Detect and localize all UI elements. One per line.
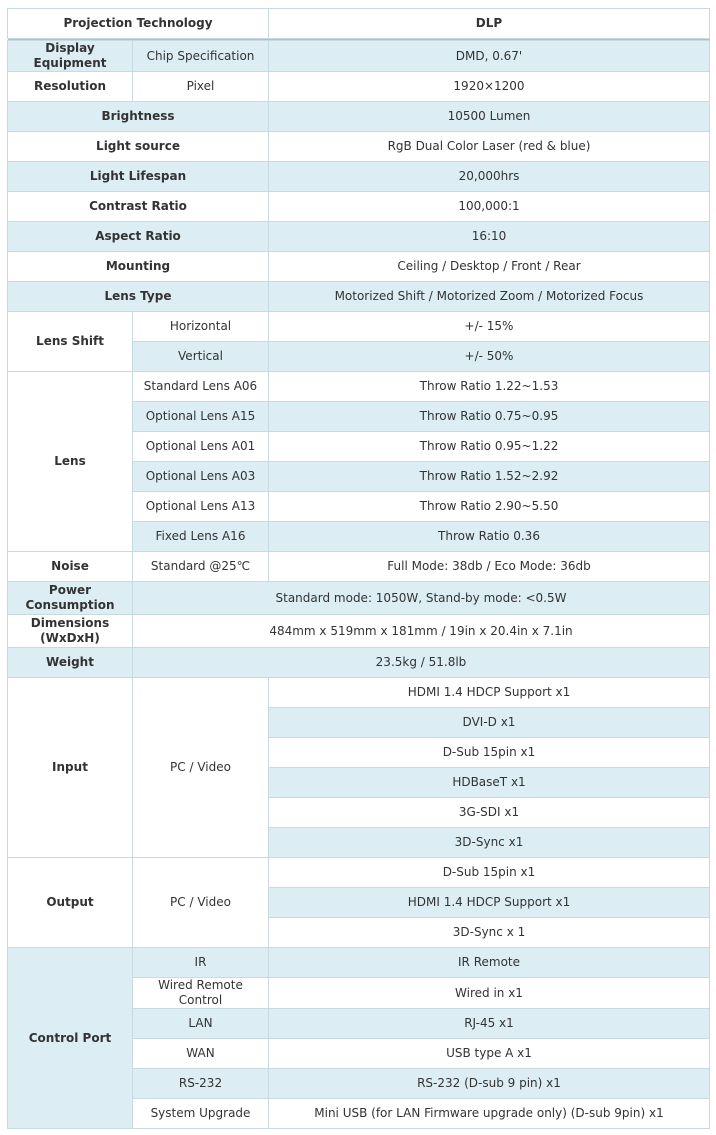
input-value: 3D-Sync x1 [269, 828, 710, 858]
mounting-value: Ceiling / Desktop / Front / Rear [269, 252, 710, 282]
noise-label: Noise [8, 552, 133, 582]
mounting-label: Mounting [8, 252, 269, 282]
aspect-ratio-row [8, 222, 710, 252]
lens-shift-value: +/- 15% [269, 312, 710, 342]
lens-value: Throw Ratio 1.22~1.53 [269, 372, 710, 402]
power-row [8, 582, 710, 615]
contrast-ratio-value: 100,000:1 [269, 192, 710, 222]
noise-row [8, 552, 710, 582]
lens-type-value: Motorized Shift / Motorized Zoom / Motorized Focus [269, 282, 710, 312]
display-equipment-row [8, 41, 710, 72]
display-equipment-label: Display Equipment [8, 41, 133, 72]
weight-row [8, 648, 710, 678]
input-value: HDMI 1.4 HDCP Support x1 [269, 678, 710, 708]
input-value: DVI-D x1 [269, 708, 710, 738]
output-value: HDMI 1.4 HDCP Support x1 [269, 888, 710, 918]
input-value: 3G-SDI x1 [269, 798, 710, 828]
lens-shift-sub: Vertical [133, 342, 269, 372]
lens-type-row [8, 282, 710, 312]
spec-table [7, 8, 710, 1129]
header-row [8, 9, 710, 39]
control-port-sub: RS-232 [133, 1069, 269, 1099]
dimensions-value: 484mm x 519mm x 181mm / 19in x 20.4in x 7.1in [133, 615, 710, 648]
control-port-value: Wired in x1 [269, 978, 710, 1009]
control-port-value: IR Remote [269, 948, 710, 978]
resolution-label: Resolution [8, 72, 133, 102]
input-value: D-Sub 15pin x1 [269, 738, 710, 768]
header-value: DLP [269, 9, 710, 39]
lens-sub: Optional Lens A03 [133, 462, 269, 492]
lens-value: Throw Ratio 0.95~1.22 [269, 432, 710, 462]
light-lifespan-label: Light Lifespan [8, 162, 269, 192]
input-value: HDBaseT x1 [269, 768, 710, 798]
output-sub: PC / Video [133, 858, 269, 948]
control-port-value: USB type A x1 [269, 1039, 710, 1069]
resolution-sub: Pixel [133, 72, 269, 102]
contrast-ratio-label: Contrast Ratio [8, 192, 269, 222]
control-port-sub: WAN [133, 1039, 269, 1069]
lens-shift-row [8, 312, 710, 342]
control-port-value: Mini USB (for LAN Firmware upgrade only) (D-sub 9pin) x1 [269, 1099, 710, 1129]
lens-value: Throw Ratio 0.75~0.95 [269, 402, 710, 432]
light-source-label: Light source [8, 132, 269, 162]
lens-sub: Fixed Lens A16 [133, 522, 269, 552]
control-port-value: RS-232 (D-sub 9 pin) x1 [269, 1069, 710, 1099]
power-value: Standard mode: 1050W, Stand-by mode: <0.5W [133, 582, 710, 615]
light-source-row [8, 132, 710, 162]
lens-value: Throw Ratio 0.36 [269, 522, 710, 552]
lens-sub: Standard Lens A06 [133, 372, 269, 402]
power-label: Power Consumption [8, 582, 133, 615]
lens-shift-label: Lens Shift [8, 312, 133, 372]
noise-value: Full Mode: 38db / Eco Mode: 36db [269, 552, 710, 582]
input-row [8, 678, 710, 708]
control-port-sub: System Upgrade [133, 1099, 269, 1129]
resolution-row [8, 72, 710, 102]
brightness-value: 10500 Lumen [269, 102, 710, 132]
control-port-value: RJ-45 x1 [269, 1009, 710, 1039]
lens-value: Throw Ratio 1.52~2.92 [269, 462, 710, 492]
aspect-ratio-value: 16:10 [269, 222, 710, 252]
lens-type-label: Lens Type [8, 282, 269, 312]
header-label: Projection Technology [8, 9, 269, 39]
weight-value: 23.5kg / 51.8lb [133, 648, 710, 678]
control-port-sub: Wired Remote Control [133, 978, 269, 1009]
dimensions-label: Dimensions (WxDxH) [8, 615, 133, 648]
light-source-value: RgB Dual Color Laser (red & blue) [269, 132, 710, 162]
lens-sub: Optional Lens A13 [133, 492, 269, 522]
output-value: D-Sub 15pin x1 [269, 858, 710, 888]
light-lifespan-value: 20,000hrs [269, 162, 710, 192]
lens-label: Lens [8, 372, 133, 552]
resolution-value: 1920×1200 [269, 72, 710, 102]
output-value: 3D-Sync x 1 [269, 918, 710, 948]
control-port-sub: LAN [133, 1009, 269, 1039]
lens-row [8, 372, 710, 402]
lens-shift-sub: Horizontal [133, 312, 269, 342]
input-sub: PC / Video [133, 678, 269, 858]
lens-value: Throw Ratio 2.90~5.50 [269, 492, 710, 522]
lens-shift-value: +/- 50% [269, 342, 710, 372]
output-label: Output [8, 858, 133, 948]
display-equipment-value: DMD, 0.67' [269, 41, 710, 72]
lens-sub: Optional Lens A01 [133, 432, 269, 462]
weight-label: Weight [8, 648, 133, 678]
brightness-label: Brightness [8, 102, 269, 132]
contrast-ratio-row [8, 192, 710, 222]
control-port-row [8, 948, 710, 978]
input-label: Input [8, 678, 133, 858]
dimensions-row [8, 615, 710, 648]
mounting-row [8, 252, 710, 282]
aspect-ratio-label: Aspect Ratio [8, 222, 269, 252]
noise-sub: Standard @25℃ [133, 552, 269, 582]
control-port-sub: IR [133, 948, 269, 978]
brightness-row [8, 102, 710, 132]
light-lifespan-row [8, 162, 710, 192]
output-row [8, 858, 710, 888]
lens-sub: Optional Lens A15 [133, 402, 269, 432]
display-equipment-sub: Chip Specification [133, 41, 269, 72]
control-port-label: Control Port [8, 948, 133, 1129]
